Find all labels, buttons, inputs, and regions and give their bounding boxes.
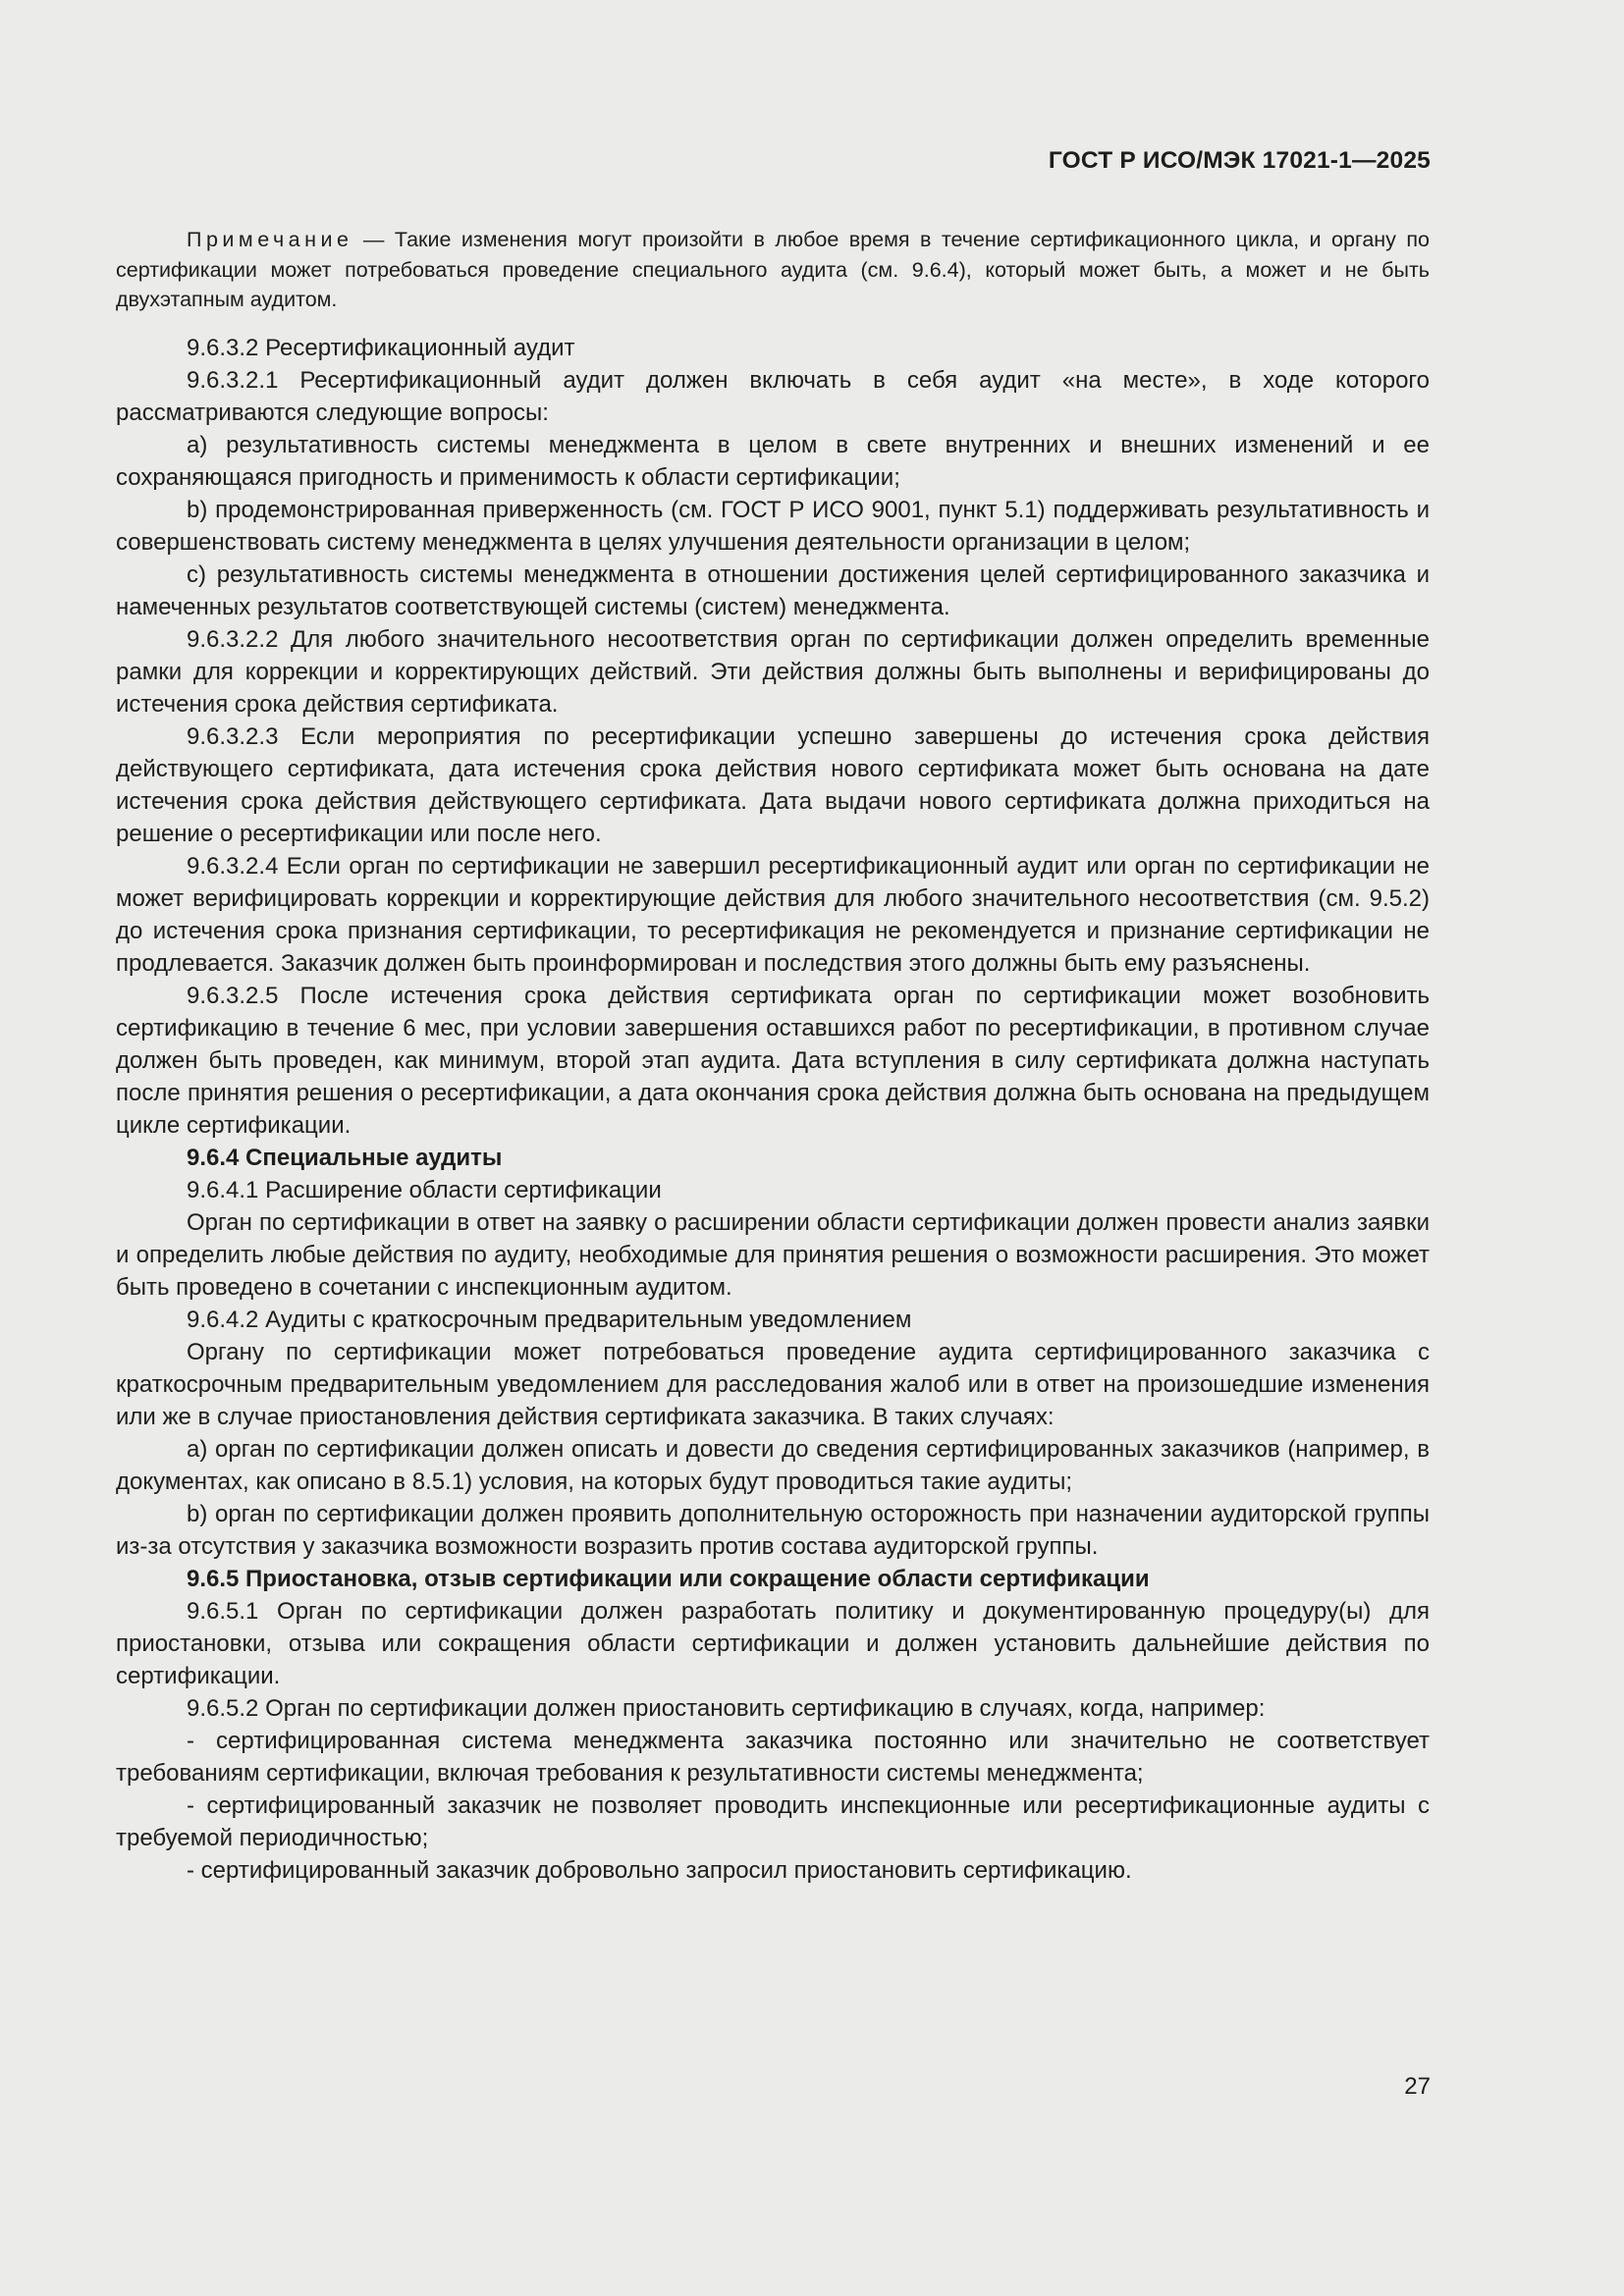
section-heading: 9.6.3.2 Ресертификационный аудит: [187, 335, 575, 361]
list-item: c) результативность системы менеджмента в отношении достижения целей сертифицированного заказчика и намеченных результатов соответствующей системы (систем) менеджмента.: [116, 561, 1430, 620]
page-header: ГОСТ Р ИСО/МЭК 17021-1—2025: [1048, 147, 1431, 174]
clause-paragraph: Орган по сертификации в ответ на заявку о расширении области сертификации должен провести анализ заявки и определить любые действия по аудиту, необходимые для принятия решения о возможности расширения. Это может быть проведено в сочетании с инспекционным аудитом.: [116, 1209, 1430, 1301]
list-item: b) орган по сертификации должен проявить дополнительную осторожность при назначении аудиторской группы из-за отсутствия у заказчика возможности возразить против состава аудиторской группы.: [116, 1501, 1430, 1560]
list-item: a) результативность системы менеджмента в целом в свете внутренних и внешних изменений и ее сохраняющаяся пригодность и применимость к области сертификации;: [116, 432, 1430, 491]
section-heading: 9.6.4.1 Расширение области сертификации: [187, 1177, 662, 1203]
document-body: [116, 332, 1430, 1887]
section-heading: 9.6.4.2 Аудиты с краткосрочным предварительным уведомлением: [187, 1307, 912, 1333]
clause-paragraph: 9.6.5.1 Орган по сертификации должен разработать политику и документированную процедуру(ы) для приостановки, отзыва или сокращения области сертификации и должен установить дальнейшие действия по сертификации.: [116, 1598, 1430, 1689]
note-paragraph: [116, 225, 1430, 315]
clause-paragraph: 9.6.3.2.1 Ресертификационный аудит должен включать в себя аудит «на месте», в ходе которого рассматриваются следующие вопросы:: [116, 367, 1430, 426]
list-item: a) орган по сертификации должен описать и довести до сведения сертифицированных заказчиков (например, в документах, как описано в 8.5.1) условия, на которых будут проводиться такие аудиты;: [116, 1436, 1430, 1495]
note-label: Примечание: [187, 228, 353, 251]
section-heading-bold: 9.6.5 Приостановка, отзыв сертификации или сокращение области сертификации: [187, 1566, 1150, 1592]
section-heading-bold: 9.6.4 Специальные аудиты: [187, 1145, 503, 1171]
list-item: b) продемонстрированная приверженность (см. ГОСТ Р ИСО 9001, пункт 5.1) поддерживать результативность и совершенствовать систему менеджмента в целях улучшения деятельности организации в целом;: [116, 497, 1430, 556]
clause-paragraph: 9.6.3.2.4 Если орган по сертификации не завершил ресертификационный аудит или орган по сертификации не может верифицировать коррекции и корректирующие действия для любого значительного несоответствия (см. 9.5.2) до истечения срока признания сертификации, то ресертификация не рекомендуется и признание сертификации не продлевается. Заказчик должен быть проинформирован и последствия этого должны быть ему разъяснены.: [116, 853, 1430, 977]
clause-paragraph: Органу по сертификации может потребоваться проведение аудита сертифицированного заказчика с краткосрочным предварительным уведомлением для расследования жалоб или в ответ на произошедшие изменения или же в случае приостановления действия сертификата заказчика. В таких случаях:: [116, 1339, 1430, 1430]
clause-paragraph: 9.6.3.2.2 Для любого значительного несоответствия орган по сертификации должен определить временные рамки для коррекции и корректирующих действий. Эти действия должны быть выполнены и верифицированы до истечения срока действия сертификата.: [116, 626, 1430, 718]
note-dash: —: [352, 228, 395, 251]
clause-paragraph: 9.6.5.2 Орган по сертификации должен приостановить сертификацию в случаях, когда, например:: [187, 1695, 1266, 1722]
list-item: - сертифицированный заказчик добровольно запросил приостановить сертификацию.: [187, 1857, 1132, 1884]
clause-paragraph: 9.6.3.2.5 После истечения срока действия сертификата орган по сертификации может возобновить сертификацию в течение 6 мес, при условии завершения оставшихся работ по ресертификации, в противном случае должен быть проведен, как минимум, второй этап аудита. Дата вступления в силу сертификата должна наступать после принятия решения о ресертификации, а дата окончания срока действия должна быть основана на предыдущем цикле сертификации.: [116, 983, 1430, 1139]
list-item: - сертифицированная система менеджмента заказчика постоянно или значительно не соответствует требованиям сертификации, включая требования к результативности системы менеджмента;: [116, 1728, 1430, 1787]
list-item: - сертифицированный заказчик не позволяет проводить инспекционные или ресертификационные аудиты с требуемой периодичностью;: [116, 1792, 1430, 1851]
page-number: 27: [1404, 2073, 1431, 2100]
clause-paragraph: 9.6.3.2.3 Если мероприятия по ресертификации успешно завершены до истечения срока действия действующего сертификата, дата истечения срока действия нового сертификата может быть основана на дате истечения срока действия действующего сертификата. Дата выдачи нового сертификата должна приходиться на решение о ресертификации или после него.: [116, 723, 1430, 847]
note-text: Такие изменения могут произойти в любое время в течение сертификационного цикла, и органу по сертификации может потребоваться проведение специального аудита (см. 9.6.4), который может быть, а может и не быть двухэтапным аудитом.: [116, 228, 1430, 311]
